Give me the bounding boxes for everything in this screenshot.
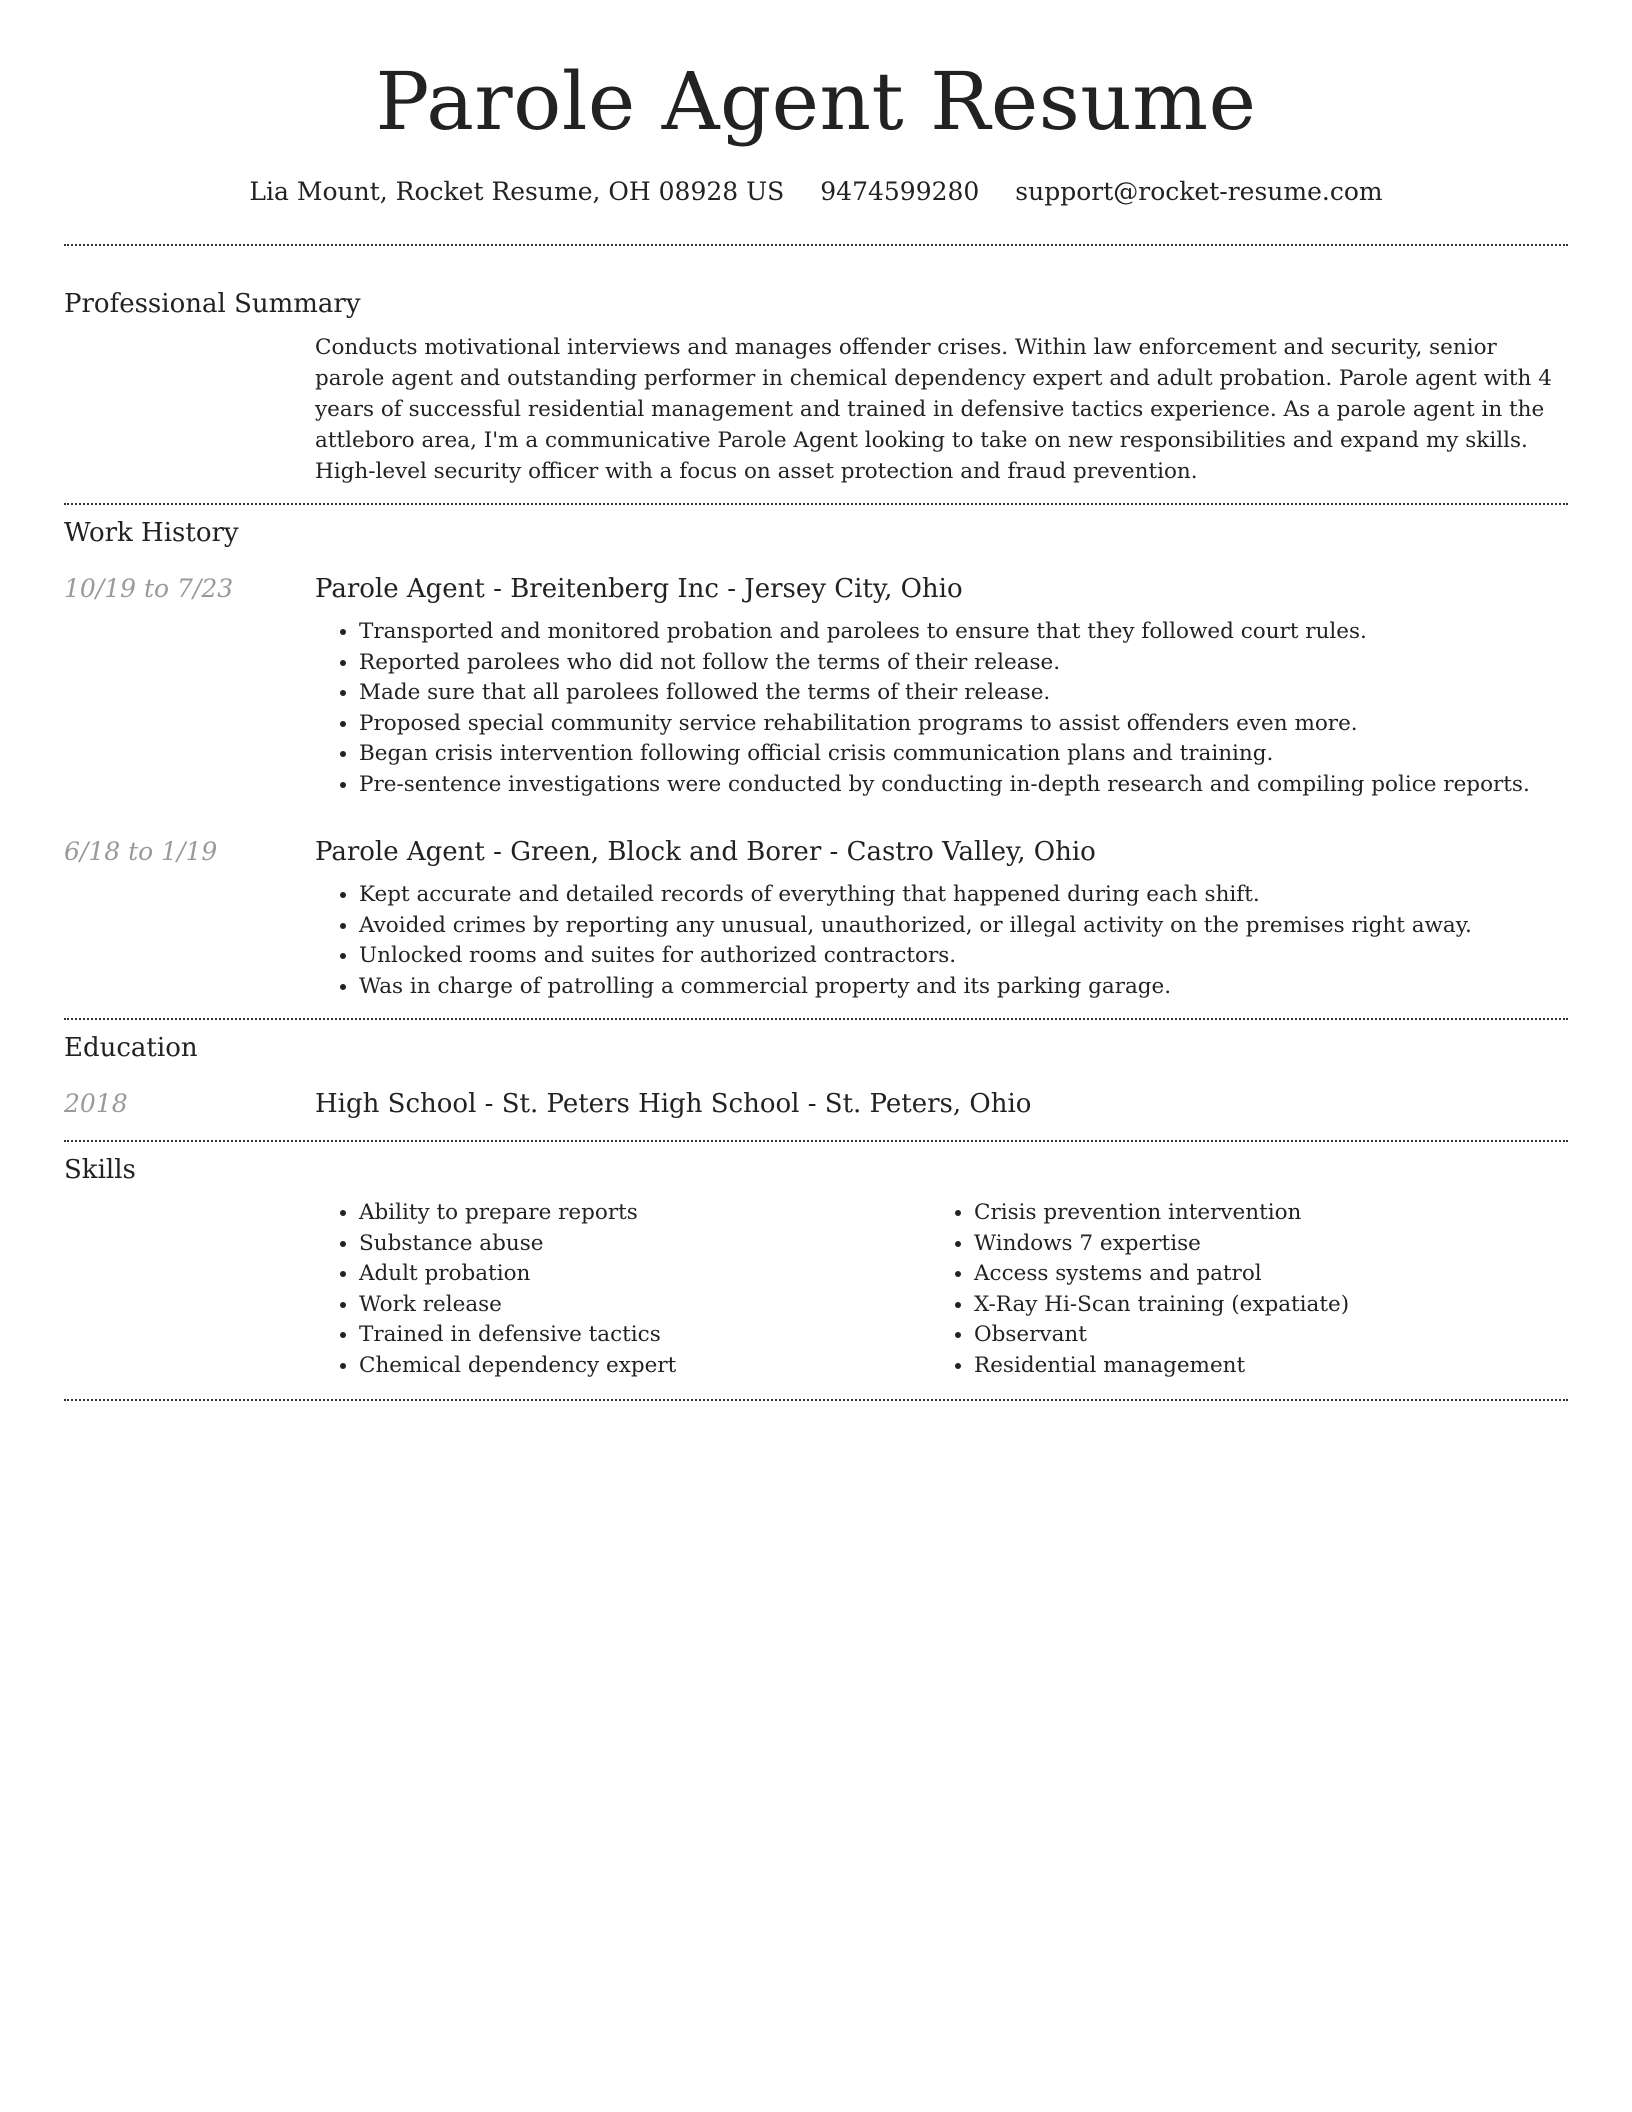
list-item: • Reported parolees who did not follow the terms of their release. — [359, 648, 1568, 679]
list-item: • Kept accurate and detailed records of everything that happened during each shift. — [359, 880, 1568, 911]
list-item: • Proposed special community service rehabilitation programs to assist offenders even more. — [359, 709, 1568, 740]
skill-item: • Work release — [359, 1290, 930, 1321]
list-item: • Transported and monitored probation and parolees to ensure that they followed court rules. — [359, 617, 1568, 648]
job-bullets — [315, 880, 1568, 1002]
list-item: • Was in charge of patrolling a commercial property and its parking garage. — [359, 972, 1568, 1003]
job-title: Parole Agent - Green, Block and Borer - Castro Valley, Ohio — [315, 837, 1096, 867]
list-item: • Pre-sentence investigations were conducted by conducting in-depth research and compiling police reports. — [359, 770, 1568, 801]
section-divider — [64, 1399, 1568, 1401]
job-dates: 6/18 to 1/19 — [64, 837, 218, 866]
list-item: • Began crisis intervention following official crisis communication plans and training. — [359, 739, 1568, 770]
skills-list-right — [930, 1198, 1568, 1381]
resume-title: Parole Agent Resume — [375, 55, 1257, 148]
skill-item: • Trained in defensive tactics — [359, 1320, 930, 1351]
contact-email: support@rocket-resume.com — [1015, 177, 1383, 206]
skill-item: • Adult probation — [359, 1259, 930, 1290]
summary-heading: Professional Summary — [64, 289, 361, 319]
skill-item: • Residential management — [974, 1351, 1568, 1382]
education-year: 2018 — [64, 1089, 128, 1118]
list-item: • Avoided crimes by reporting any unusual, unauthorized, or illegal activity on the premises right away. — [359, 911, 1568, 942]
skills-section — [64, 1142, 1568, 1381]
skills-list-left — [315, 1198, 930, 1381]
education-section — [64, 1020, 1568, 1122]
skill-item: • X-Ray Hi-Scan training (expatiate) — [974, 1290, 1568, 1321]
education-heading: Education — [64, 1033, 198, 1063]
skill-item: • Ability to prepare reports — [359, 1198, 930, 1229]
skill-item: • Crisis prevention intervention — [974, 1198, 1568, 1229]
contact-phone: 9474599280 — [820, 177, 980, 206]
list-item: • Unlocked rooms and suites for authorized contractors. — [359, 941, 1568, 972]
contact-address: Lia Mount, Rocket Resume, OH 08928 US — [249, 177, 785, 206]
job-bullets — [315, 617, 1568, 800]
job-dates: 10/19 to 7/23 — [64, 574, 234, 603]
contact-line — [64, 174, 1568, 210]
skill-item: • Substance abuse — [359, 1229, 930, 1260]
skill-item: • Windows 7 expertise — [974, 1229, 1568, 1260]
job-entry — [64, 571, 1568, 800]
work-history-section — [64, 505, 1568, 1002]
skills-heading: Skills — [64, 1155, 136, 1185]
job-entry — [64, 834, 1568, 1002]
work-history-heading: Work History — [64, 518, 239, 548]
skill-item: • Access systems and patrol — [974, 1259, 1568, 1290]
skill-item: • Observant — [974, 1320, 1568, 1351]
skill-item: • Chemical dependency expert — [359, 1351, 930, 1382]
job-title: Parole Agent - Breitenberg Inc - Jersey City, Ohio — [315, 574, 963, 604]
education-title: High School - St. Peters High School - St. Peters, Ohio — [315, 1089, 1032, 1119]
summary-section — [64, 246, 1568, 487]
list-item: • Made sure that all parolees followed the terms of their release. — [359, 678, 1568, 709]
summary-text: Conducts motivational interviews and manages offender crises. Within law enforcement and security, senior parole agent and outstanding performer in chemical dependency expert and adult probation. Parole agent with 4 years of successful residential management and trained in defensive tactics experience. As a parole agent in the attleboro area, I'm a communicative Parole Agent looking to take on new responsibilities and expand my skills. High-level security officer with a focus on asset protection and fraud prevention. — [315, 335, 1552, 484]
